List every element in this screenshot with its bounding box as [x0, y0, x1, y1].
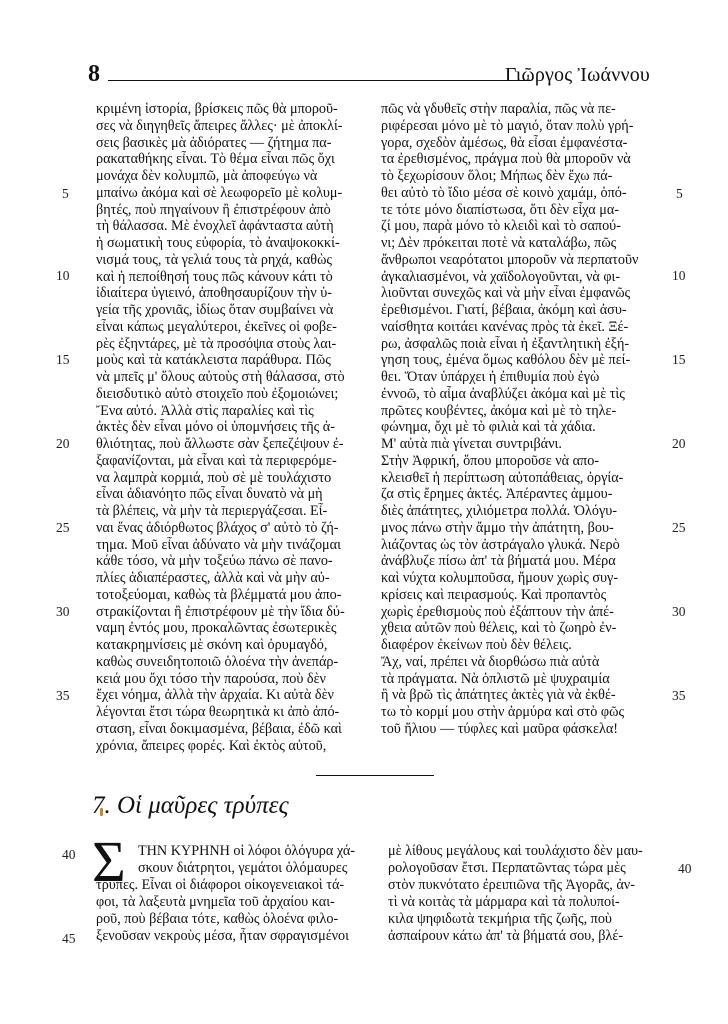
text-line: ἡ σωματικὴ τους εὐφορία, τὸ ἀναψοκοκκί-	[96, 235, 340, 251]
text-line: φοι, τὰ λαξευτὰ μνημεῖα τοῦ ἀρχαίου και-	[96, 894, 335, 910]
text-line: τὸ ξεχωρίσουν ὅλοι; Μήπως δὲν ἔχω πά-	[381, 168, 613, 184]
line-number: 35	[672, 688, 686, 703]
text-line: στρακίζονται ἢ ἐπιστρέφουν μὲ τὴν ἴδια δύ-	[96, 603, 345, 620]
text-line: γηση τους, ἐμένα ὅμως καθόλου δὲν μὲ πεί-	[381, 352, 631, 369]
text-line: τω τὸ κορμί μου στὴν ἁρμύρα καὶ στὸ φῶς	[381, 704, 625, 720]
text-line: τημα. Μοῦ εἶναι ἀδύνατο νὰ μὴν τινάζομαι	[96, 536, 341, 553]
text-line: ΤΗΝ ΚΥΡΗΝΗ οἱ λόφοι ὁλόγυρα χά-	[138, 843, 356, 859]
text-line: τε τότε μόνο διαπίστωσα, ὅτι δὲν εἶχα μα-	[381, 201, 620, 218]
right-text-column	[381, 101, 646, 738]
text-line: νισμά τους, τὰ γελιά τους τὰ ρηχά, καθὼς	[96, 251, 333, 268]
text-line: φώνημα, ὄχι μὲ τὸ φιλιὰ καὶ τὰ χάδια.	[381, 419, 596, 436]
text-line: χωρὶς ἐρεθισμοὺς ποὺ ἐξάπτουν τὴν ἀπέ-	[381, 603, 614, 620]
line-number: 30	[56, 604, 70, 619]
text-line: σταση, εἶναι δοκιμασμένα, βέβαια, ἐδῶ καὶ	[96, 720, 342, 737]
text-line: Ἄχ, ναί, πρέπει νὰ διορθώσω πιὰ αὐτὰ	[381, 653, 600, 670]
text-line: μονάχα δὲν κολυμπῶ, μὰ ἀποφεύγω νὰ	[96, 168, 318, 184]
text-line: ἰδιαίτερα ὑγιεινό, ἀποθησαυρίζουν τὴν ὑ-	[96, 285, 332, 302]
text-line: γεία τῆς χρονιᾶς, ἰδίως ὅταν συμβαίνει νὰ	[96, 302, 334, 318]
text-line: ρω, ἀσφαλῶς ποιὰ εἶναι ἡ ἐξαντλητικὴ ἐξή-	[381, 335, 630, 352]
text-line: τὶ νὰ κοιτὰς τὰ μάρμαρα καὶ τὰ πολυποί-	[388, 894, 620, 910]
text-line: τοτοξεύομαι, καθὼς τὰ βλέμματά μου ἀπο-	[96, 586, 342, 603]
text-line: να λαμπρὰ κορμιά, ποὺ σὲ μὲ τουλάχιστο	[96, 469, 332, 486]
text-line: τὰ πράγματα. Νὰ ὁπλιστῶ μὲ ψυχραιμία	[381, 670, 610, 687]
section-title: 7. Οἱ μαῦρες τρύπες	[92, 792, 289, 819]
text-line: διεισδυτικὸ αὐτὸ στοιχεῖο ποὺ ἐξομοιώνει;	[96, 385, 339, 402]
line-number: 10	[672, 268, 686, 283]
line-number: 25	[672, 520, 686, 535]
text-line: εἶναι κάπως μεγαλύτεροι, ἐκεῖνες οἱ φοβε-	[96, 318, 337, 335]
line-number: 15	[56, 352, 70, 367]
text-line: ἐννοῶ, τὸ αἷμα ἀναβλύζει ἀκόμα καὶ μὲ τὶς	[381, 385, 625, 402]
text-line: λιάζοντας ὡς τὸν ἀστράγαλο γλυκά. Νερὸ	[381, 536, 620, 553]
text-line: στὸν πυκνότατο ἐρειπιῶνα τῆς Ἀγορᾶς, ἀν-	[388, 877, 635, 893]
text-line: σες νὰ διηγηθεῖς ἄπειρες ἄλλες· μὲ ἀποκλί-	[96, 117, 343, 134]
text-line: πλίες ἀδιαπέραστες, ἀλλὰ καὶ νὰ μὴν αὐ-	[96, 570, 330, 586]
line-number: 20	[672, 436, 686, 451]
text-line: ξαφανίζονται, μὰ εἶναι καὶ τὰ περιφερόμε-	[96, 452, 337, 469]
text-line: κατακρημνίσεις μὲ σκόνη καὶ ὀρυμαγδό,	[96, 637, 328, 653]
text-line: ναμη ἐντός μου, προκαλῶντας ἐσωτερικὲς	[96, 620, 337, 637]
text-line: νι; Δὲν πρόκειται ποτὲ νὰ καταλάβω, πῶς	[381, 235, 617, 251]
line-number: 5	[676, 186, 683, 201]
page-number: 8	[88, 61, 100, 87]
text-line: πῶς νὰ γδυθεῖς στὴν παραλία, πῶς νὰ πε-	[381, 101, 616, 117]
line-number: 10	[56, 268, 70, 283]
text-line: χθεια αὐτῶν ποὺ θέλεις, καὶ τὸ ζωηρὸ ἐν-	[381, 620, 617, 637]
text-line: λιοῦνται συνεχῶς καὶ νὰ μὴν εἶναι ἐμφανῶς	[381, 285, 631, 302]
text-line: τὴ θάλασσα. Μὲ ἐνοχλεῖ ἀφάνταστα αὐτὴ	[96, 218, 334, 235]
text-line: ζα στὶς ἔρημες ἀκτές. Ἀπέραντες ἀμμου-	[381, 486, 613, 503]
text-line: ἀγκαλιασμένοι, νὰ χαϊδολογοῦνται, νὰ φι-	[381, 268, 621, 285]
text-line: κειά μου ὄχι τόσο τὴν παρούσα, ποὺ δὲν	[96, 670, 326, 687]
text-line: Ἔνα αὐτό. Ἀλλὰ στὶς παραλίες καὶ τὶς	[96, 402, 314, 419]
text-line: μπαίνω ἀκόμα καὶ σὲ λεωφορεῖο μὲ κολυμ-	[96, 184, 343, 201]
text-line: κρίσεις καὶ πειρασμούς. Καὶ προπαντὸς	[381, 586, 607, 603]
section-left-column	[96, 843, 366, 945]
drop-cap: Σ	[92, 829, 126, 894]
text-line: ρὲς ἐξηντάρες, μὲ τὰ προσόψια στοὺς λαι-	[96, 335, 337, 352]
text-line: Μ' αὐτὰ πιὰ γίνεται συντριβάνι.	[381, 436, 562, 452]
text-line: ρολογοῦσαν ἔτσι. Περπατῶντας τώρα μὲς	[388, 860, 626, 876]
text-line: ναίσθητα κοιτάει κανένας πρὸς τὰ ἐκεῖ. Ξέ-	[381, 318, 629, 335]
text-line: ναι ἕνας ἀδιόρθωτος βλάχος σ' αὐτὸ τὸ ζή-	[96, 519, 339, 536]
text-line: κιλα ψηφιδωτὰ τεκμήρια τῆς ζωῆς, ποὺ	[388, 911, 612, 927]
text-line: θει αὐτὸ τὸ ἴδιο μέσα σὲ κοινὸ χαμάμ, ὁπό-	[381, 184, 627, 201]
header-rule	[108, 80, 530, 81]
line-number: 40	[62, 847, 76, 862]
text-line: μοὺς καὶ τὰ κατάκλειστα παράθυρα. Πῶς	[96, 352, 331, 369]
text-line: ἀσπαίρουν κάτω ἀπ' τὰ βήματά σου, βλέ-	[388, 928, 624, 944]
text-line: τρύπες. Εἶναι οἱ διάφοροι οἰκογενειακοὶ τά-	[96, 877, 345, 893]
text-line: ἀκτὲς δὲν εἶναι μόνο οἱ ὑπομνήσεις τῆς ἀ-	[96, 419, 335, 436]
text-line: ἔχει νόημα, ἀλλὰ τὴν ἀρχαία. Κι αὐτὰ δὲν	[96, 687, 334, 704]
text-line: κριμένη ἱστορία, βρίσκεις πῶς θὰ μποροῦ-	[96, 101, 338, 117]
text-line: θλιότητας, ποὺ ἄλλωστε σὰν ξεπεζέψουν ἐ-	[96, 436, 344, 452]
line-number: 5	[62, 186, 69, 201]
text-line: ζί μου, παρὰ μόνο τὸ κλειδὶ καὶ τὸ σαπού-	[381, 218, 621, 235]
line-number: 25	[56, 520, 70, 535]
text-line: θει. Ὅταν ὑπάρχει ἡ ἐπιθυμία ποὺ ἐγὼ	[381, 369, 600, 385]
text-line: μνος πάνω στὴν ἄμμο τὴν ἀπάτητη, βου-	[381, 519, 614, 536]
text-line: καὶ ἡ πεποίθησή τους πῶς κάνουν κάτι τὸ	[96, 268, 333, 285]
line-number: 15	[672, 352, 686, 367]
line-number: 35	[56, 688, 70, 703]
text-line: ρακαταθήκης εἶναι. Τὸ θέμα εἶναι πῶς ὄχι	[96, 151, 335, 168]
text-line: σεις βασικὲς μὰ ἀδιόρατες — ζήτημα πα-	[96, 134, 332, 151]
text-line: ἄνθρωποι νεαρότατοι μποροῦν νὰ περπατοῦν	[381, 251, 639, 268]
text-line: εἶναι ἀδιανόητο πῶς εἶναι δυνατὸ νὰ μὴ	[96, 486, 323, 503]
text-line: ἀνάβλυζε πίσω ἀπ' τὰ βήματά μου. Μέρα	[381, 553, 616, 570]
text-line: Στὴν Ἀφρική, ὅπου μποροῦσε νὰ απο-	[381, 452, 600, 469]
text-line: χρόνια, ἄπειρες φορές. Καὶ ἐκτὸς αὐτοῦ,	[96, 737, 327, 754]
section-right-column	[388, 843, 658, 945]
line-number: 20	[56, 436, 70, 451]
section-separator	[316, 775, 434, 776]
text-line: ριφέρεσαι μόνο μὲ τὸ μαγιό, ὅταν πολὺ γρή-	[381, 117, 634, 134]
text-line: πρῶτες κουβέντες, ἀκόμα καὶ μὲ τὸ τηλε-	[381, 402, 617, 419]
text-line: βητές, ποὺ πηγαίνουν ἢ ἐπιστρέφουν ἀπὸ	[96, 201, 331, 218]
text-line: καὶ νύχτα κολυμποῦσα, ἤμουν χωρὶς συγ-	[381, 570, 619, 586]
text-line: κλεισθεῖ ἡ περίπτωση αὐτοπάθειας, ὀργία-	[381, 469, 624, 486]
page-header	[88, 60, 650, 88]
text-line: κάθε τόσο, νὰ μὴν τοξεύω πάνω σὲ πανο-	[96, 553, 333, 570]
text-line: νὰ μπεῖς μ' ὅλους αὐτοὺς στὴ θάλασσα, στὸ	[96, 369, 345, 385]
text-line: τα ἐρεθισμένος, πράγμα ποὺ θὰ μποροῦν νὰ	[381, 151, 631, 168]
text-line: διαφέρον ἐκείνων ποὺ δὲν θέλεις.	[381, 637, 572, 653]
text-line: ἐρεθισμένοι. Γιατί, βέβαια, ἀκόμη καὶ ἀσυ-	[381, 302, 627, 318]
running-head: Γιῶργος Ἰωάννου	[504, 64, 650, 86]
line-number: 30	[672, 604, 686, 619]
text-line: μὲ λίθους μεγάλους καὶ τουλάχιστο δὲν μαυ-	[388, 843, 643, 859]
text-line: ροῦ, ποὺ βέβαια τότε, καθὼς ὁλοένα φιλο-	[96, 911, 339, 927]
text-line: γορα, σχεδὸν ἀμέσως, θὰ εἶσαι ἐμφανέστα-	[381, 134, 628, 151]
left-text-column	[96, 101, 361, 754]
line-number: 45	[62, 931, 76, 946]
line-number: 40	[678, 861, 692, 876]
text-line: σκουν διάτρητοι, γεμάτοι ὁλόμαυρες	[138, 860, 348, 876]
text-line: ἢ νὰ βρῶ τὶς ἀπάτητες ἀκτὲς γιὰ νὰ ἐκθέ-	[381, 687, 616, 704]
text-line: ξενοῦσαν νεκροὺς μέσα, ἦταν σφραγισμένοι	[96, 928, 349, 944]
text-line: διὲς ἀπάτητες, χιλιόμετρα πολλά. Ὁλόγυ-	[381, 503, 617, 519]
text-line: καθὼς συνειδητοποιῶ ὁλοένα τὴν ἀνεπάρ-	[96, 653, 339, 670]
text-line: λέγονται ἔτσι τώρα θεωρητικὰ κι ἀπὸ ἀπό-	[96, 704, 340, 720]
text-line: τὰ βλέπεις, νὰ μὴν τὰ περιεργάζεσαι. Εἶ-	[96, 503, 328, 519]
text-line: τοῦ ἥλιου — τύφλες καὶ μαῦρα φάσκελα!	[381, 720, 618, 737]
